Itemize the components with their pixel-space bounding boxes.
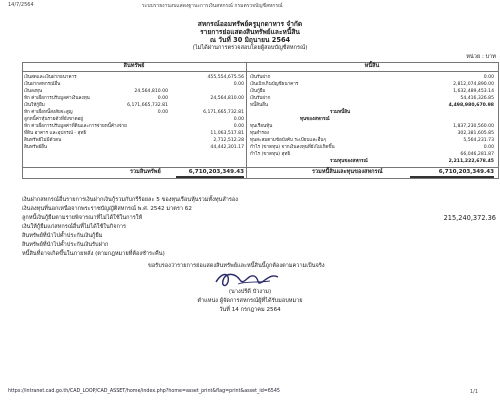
- footer-url[interactable]: https://intranet.cad.go.th/CAD_LOOP/CAD_ASSET/home/index.php?home=asset_print&flag=print&asset_id=6545: [8, 389, 280, 394]
- statement-title: รายการย่อแสดงสินทรัพย์และหนี้สิน: [200, 28, 300, 36]
- certification-text: ขอรับรองว่ารายการย่อแสดงสินทรัพย์และหนี้สินนี้ถูกต้องตามความเป็นจริง: [148, 263, 325, 269]
- table-cell: 6,171,665,732.81: [127, 103, 168, 108]
- total-liab-equity-label: รวมหนี้สินและทุนของสหกรณ์: [312, 169, 383, 175]
- total-liab-equity-value: 6,710,203,349.43: [410, 169, 494, 178]
- table-row: หนี้สินอื่น: [250, 103, 269, 108]
- table-row: ทุนเรือนหุ้น: [250, 124, 273, 129]
- table-cell: 455,554,675.56: [207, 75, 244, 80]
- total-equity-value: 2,211,222,678.45: [448, 159, 494, 164]
- table-cell: 5,564,231.73: [463, 138, 494, 143]
- table-row: กำไร (ขาดทุน) จากเงินลงทุนที่ยังไม่เกิดขึ้น: [250, 145, 335, 150]
- table-row: สินทรัพย์ไม่มีตัวตน: [24, 138, 62, 143]
- table-cell: 0.00: [157, 96, 168, 101]
- table-cell: 24,564,810.00: [134, 89, 168, 94]
- total-assets-label: รวมสินทรัพย์: [130, 169, 161, 175]
- assets-header: สินทรัพย์: [123, 63, 145, 69]
- note-item: เงินให้กู้ยืมแก่สหกรณ์อื่นที่ไม่ได้ใช้ในกิจการ: [22, 224, 127, 230]
- table-row: ลูกหนี้ค่าหุ้นรายตัวที่ยังขาดอยู่: [24, 117, 84, 122]
- table-cell: 54,416,326.85: [460, 96, 494, 101]
- signer-name: (นางปรีดี บัวงาม): [228, 289, 272, 295]
- table-cell: 1,632,489,453.14: [453, 89, 494, 94]
- note-item: หนี้สินที่อาจเกิดขึ้นในภายหลัง (ตามกฎหมายที่ต้องชำระคืน): [22, 251, 165, 257]
- print-title: ระบบรายงานงบแสดงฐานะการเงินสหกรณ์ กรมตรวจบัญชีสหกรณ์: [142, 3, 283, 9]
- table-row: ที่ดิน อาคาร และอุปกรณ์ - สุทธิ: [24, 131, 87, 136]
- liabilities-header: หนี้สิน: [364, 63, 380, 69]
- note-value: 215,240,372.36: [443, 214, 496, 222]
- table-row: หัก ค่าเผื่อหนี้สงสัยจะสูญ: [24, 110, 73, 115]
- table-cell: 1,837,230,560.00: [453, 124, 494, 129]
- table-cell: 4,498,980,670.98: [448, 103, 494, 108]
- total-liabilities-label: รวมหนี้สิน: [330, 110, 351, 115]
- page-number: 1/1: [470, 389, 479, 395]
- equity-header: ทุนของสหกรณ์: [300, 117, 330, 122]
- table-row: กำไร (ขาดทุน) สุทธิ: [250, 152, 291, 157]
- table-row: ทุนสำรอง: [250, 131, 270, 136]
- table-cell: 44,442,301.17: [210, 145, 244, 150]
- table-row: เงินสดและเงินฝากธนาคาร: [24, 75, 77, 80]
- table-row: เงินให้กู้ยืม: [24, 103, 45, 108]
- table-row: สินทรัพย์อื่น: [24, 145, 48, 150]
- signer-position: ตำแหน่ง ผู้จัดการสหกรณ์ผู้ที่ได้รับมอบหมาย: [197, 298, 303, 304]
- table-row: เงินลงทุน: [24, 89, 43, 94]
- table-cell: 6,171,665,732.81: [203, 110, 244, 115]
- signed-date: วันที่ 14 กรกฎาคม 2564: [219, 307, 281, 313]
- table-row: ทุนสะสมตามข้อบังคับ ระเบียบและอื่นๆ: [250, 138, 327, 143]
- table-cell: 11,063,517.81: [210, 131, 244, 136]
- table-cell: 0.00: [233, 82, 244, 87]
- print-date: 14/7/2564: [8, 2, 34, 8]
- table-cell: 24,564,810.00: [210, 96, 244, 101]
- total-assets-value: 6,710,203,349.43: [176, 169, 244, 178]
- note-item: เงินฝากสหกรณ์อื่นรายการเงินฝากเงินกู้รวมกับกรีร้อยละ 5 ของทุนเรือนหุ้นรวมทั้งทุนสำรอง: [22, 197, 239, 203]
- table-row: เงินรับฝาก: [250, 96, 271, 101]
- table-cell: 66,046,281.87: [460, 152, 494, 157]
- table-cell: 2,712,512.28: [213, 138, 244, 143]
- audit-note: (ไม่ได้ผ่านการตรวจสอบโดยผู้สอบบัญชีสหกรณ์): [192, 45, 308, 51]
- total-equity-label: รวมทุนของสหกรณ์: [330, 159, 368, 164]
- as-of-date: ณ วันที่ 30 มิถุนายน 2564: [209, 36, 291, 44]
- table-cell: 0.00: [233, 124, 244, 129]
- note-item: ลูกหนี้เงินกู้ยืมตามรายพิจารณาที่ไม่ได้ใช้ในการให้: [22, 215, 143, 221]
- coop-name: สหกรณ์ออมทรัพย์ครูมุกดาหาร จำกัด: [197, 20, 303, 28]
- note-item: เงินลงทุนที่นอกเหนือจากพระราชบัญญัติสหกรณ์ พ.ศ. 2542 มาตรา 62: [22, 206, 192, 212]
- table-row: เงินรับฝาก: [250, 75, 271, 80]
- table-cell: 2,812,074,890.00: [453, 82, 494, 87]
- unit-label: หน่วย : บาท: [466, 54, 496, 60]
- table-row: เงินฝากสหกรณ์อื่น: [24, 82, 61, 87]
- signature-image: [212, 268, 282, 290]
- table-row: เงินเบิกเกินบัญชีธนาคาร: [250, 82, 299, 87]
- table-row: หัก ค่าเผื่อการปรับมูลค่าเงินลงทุน: [24, 96, 90, 101]
- table-cell: 0.00: [483, 145, 494, 150]
- table-cell: 0.00: [233, 117, 244, 122]
- table-row: หัก ค่าเผื่อการปรับมูลค่าที่ดินและการจ่ายหนี้ค้างจ่าย: [24, 124, 127, 129]
- table-cell: 0.00: [483, 75, 494, 80]
- note-item: สินทรัพย์ที่นำไปค้ำประกันเงินกู้ยืม: [22, 233, 103, 239]
- table-row: เงินกู้ยืม: [250, 89, 266, 94]
- table-cell: 302,381,605.85: [457, 131, 494, 136]
- note-item: สินทรัพย์ที่นำไปค้ำประกันเงินรับฝาก: [22, 242, 109, 248]
- table-cell: 0.00: [157, 110, 168, 115]
